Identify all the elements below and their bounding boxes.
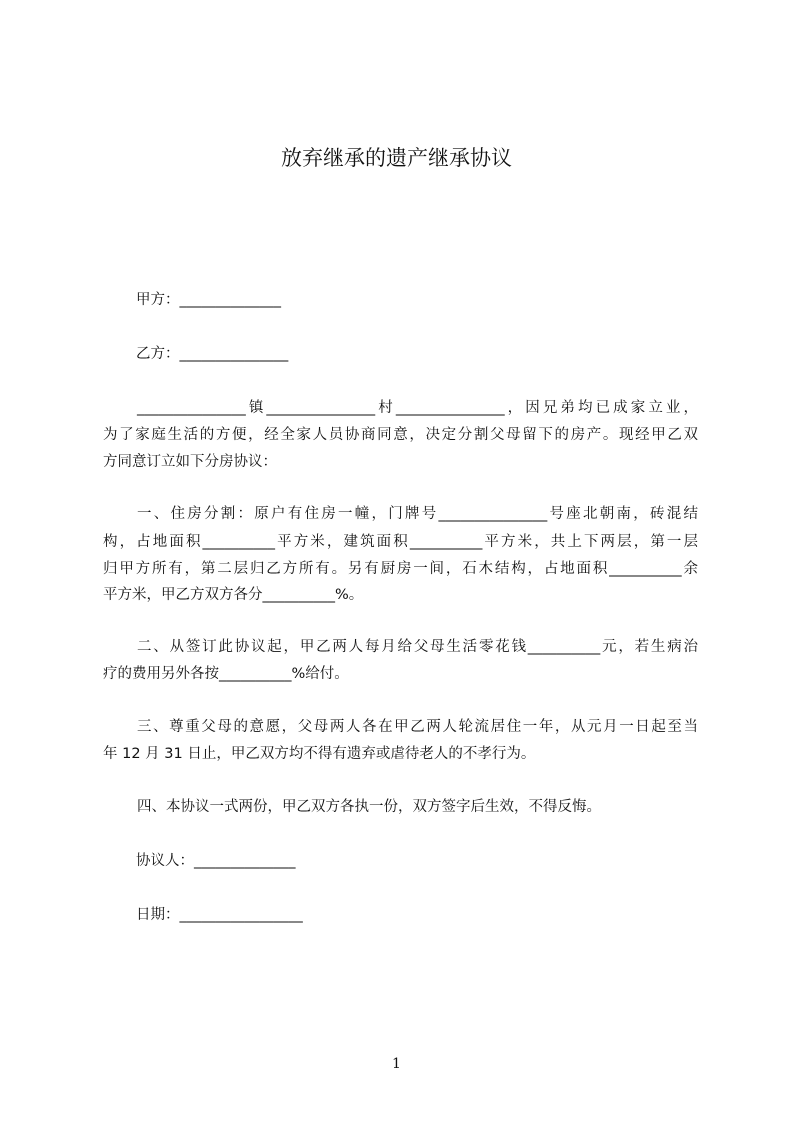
clause-2-line: 疗的费用另外各按__________%给付。	[103, 666, 349, 682]
clause-3-line: 三、尊重父母的意愿，父母两人各在甲乙两人轮流居住一年，从元月一日起至当	[137, 719, 698, 735]
party-a-line: 甲方：______________	[136, 292, 281, 308]
clause-1-line: 归甲方所有，第二层归乙方所有。另有厨房一间，石木结构，占地面积__________余	[103, 561, 698, 577]
page-number: 1	[392, 1056, 401, 1072]
party-b-line: 乙方：_______________	[136, 346, 289, 362]
clause-1-line: 平方米，甲乙方双方各分__________%。	[103, 587, 364, 603]
intro-line: 方同意订立如下分房协议：	[103, 454, 277, 470]
signer-line: 协议人：______________	[136, 853, 296, 869]
date-line: 日期：_________________	[136, 907, 303, 923]
clause-2-line: 二、从签订此协议起，甲乙两人每月给父母生活零花钱__________元，若生病治	[137, 639, 698, 655]
intro-line: 为了家庭生活的方便，经全家人员协商同意，决定分割父母留下的房产。现经甲乙双	[103, 427, 698, 443]
document-title: 放弃继承的遗产继承协议	[281, 146, 512, 170]
clause-4-paragraph: 四、本协议一式两份，甲乙双方各执一份，双方签字后生效，不得反悔。	[137, 799, 601, 815]
clause-1-line: 构，占地面积__________平方米，建筑面积__________平方米，共上下两层，第一层	[103, 534, 698, 550]
clause-1-line: 一、住房分割：原户有住房一幢，门牌号_______________号座北朝南，砖混结	[137, 506, 698, 522]
clause-3-line: 年 12 月 31 日止，甲乙双方均不得有遗弃或虐待老人的不孝行为。	[103, 746, 536, 762]
intro-line: _______________镇_______________村_______________，因兄弟均已成家立业，	[137, 400, 698, 416]
